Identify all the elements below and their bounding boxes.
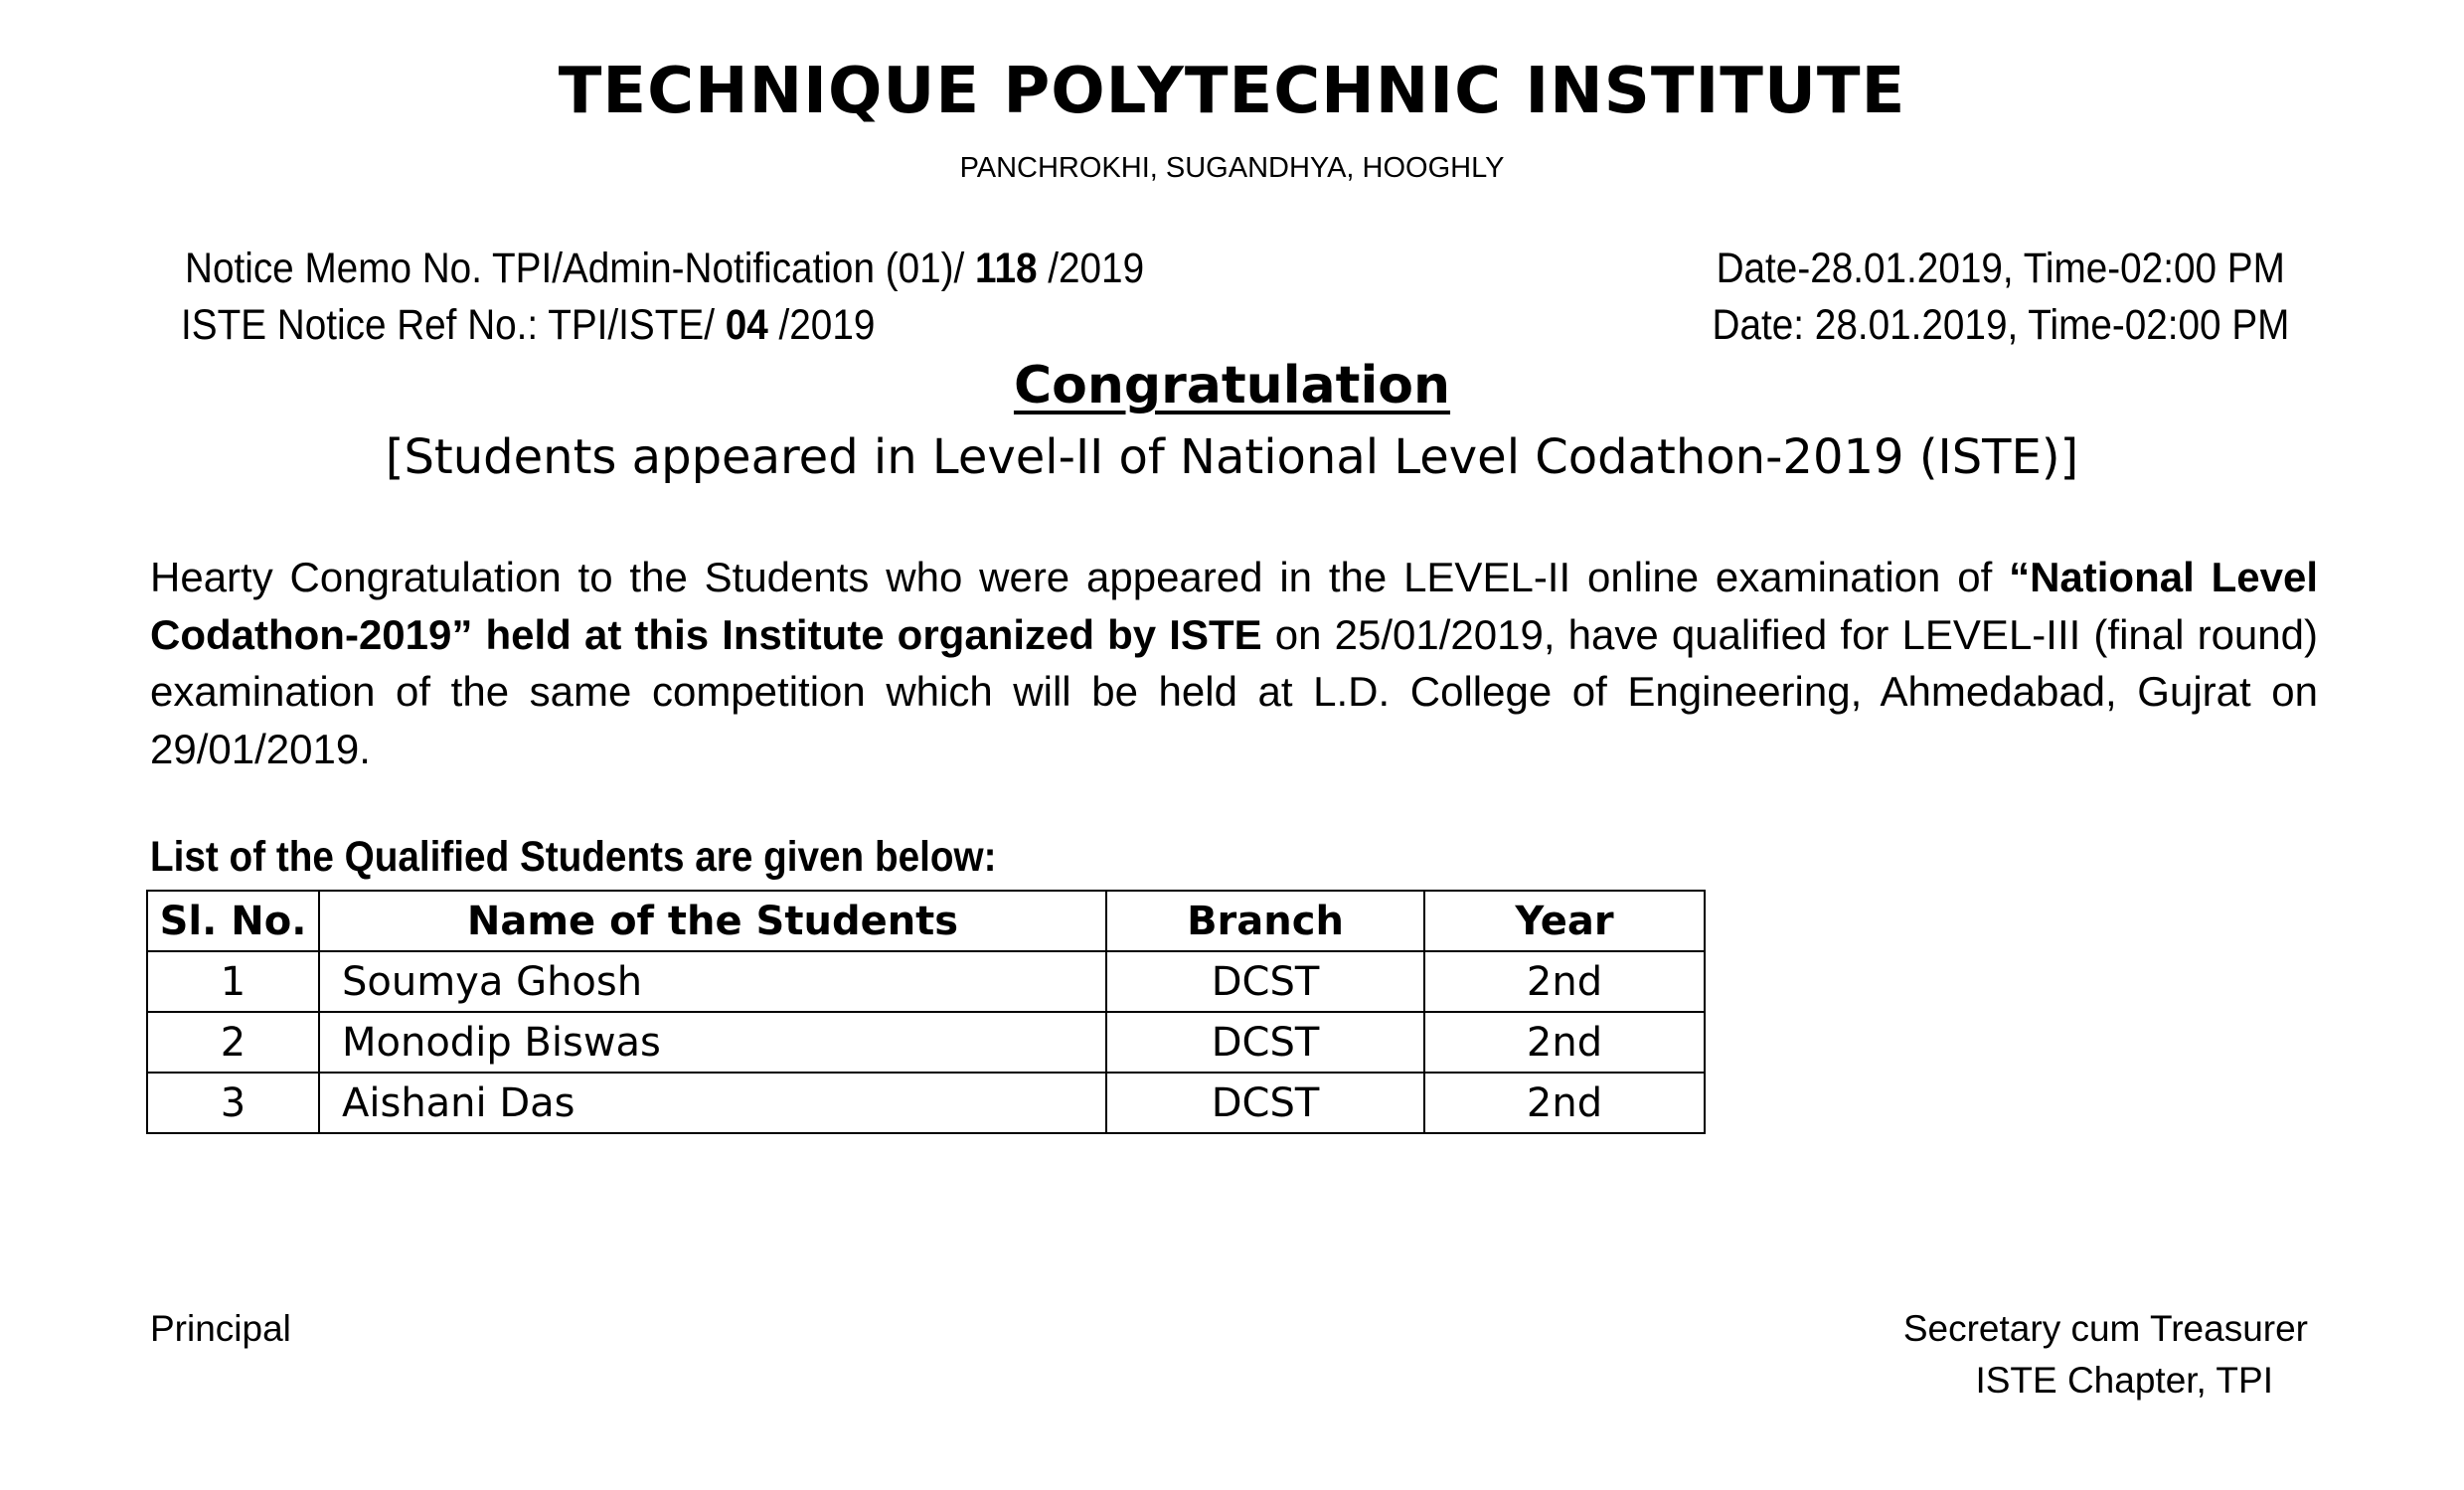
ref-date: Date: 28.01.2019, Time-02:00 PM: [1712, 301, 2289, 349]
header-name: Name of the Students: [319, 891, 1106, 951]
cell-branch: DCST: [1106, 1073, 1424, 1133]
ref-suffix: /2019: [767, 301, 876, 349]
table-row: [147, 1073, 1705, 1133]
cell-name: Aishani Das: [319, 1073, 1106, 1133]
header-year: Year: [1424, 891, 1705, 951]
cell-year: 2nd: [1424, 1012, 1705, 1073]
secretary-signature: Secretary cum Treasurer: [1902, 1308, 2308, 1349]
memo-number: 118: [975, 245, 1038, 292]
cell-year: 2nd: [1424, 1073, 1705, 1133]
table-row: [147, 951, 1705, 1012]
notice-memo-number: [185, 245, 1144, 293]
notice-subtitle: [Students appeared in Level-II of National Level Codathon-2019 (ISTE)]: [385, 429, 2079, 485]
institute-address: PANCHROKHI, SUGANDHYA, HOOGHLY: [959, 152, 1505, 184]
table-header-row: [147, 891, 1705, 951]
iste-notice-ref: [181, 301, 875, 350]
notice-title: [0, 356, 2464, 415]
cell-year: 2nd: [1424, 951, 1705, 1012]
principal-signature: Principal: [150, 1308, 291, 1349]
students-table: [146, 890, 1706, 1134]
list-title: List of the Qualified Students are given below:: [150, 833, 997, 881]
cell-branch: DCST: [1106, 951, 1424, 1012]
iste-chapter-label: ISTE Chapter, TPI: [1975, 1360, 2273, 1401]
ref-prefix: ISTE Notice Ref No.: TPI/ISTE/: [181, 301, 726, 349]
cell-name: Soumya Ghosh: [319, 951, 1106, 1012]
header-sl-no: Sl. No.: [147, 891, 319, 951]
institute-name: TECHNIQUE POLYTECHNIC INSTITUTE: [558, 55, 1906, 128]
notice-title-text: Congratulation: [1013, 356, 1451, 415]
table-row: [147, 1012, 1705, 1073]
ref-number: 04: [725, 301, 768, 349]
cell-branch: DCST: [1106, 1012, 1424, 1073]
cell-sl-no: 2: [147, 1012, 319, 1073]
notice-body: [150, 549, 2318, 777]
cell-sl-no: 3: [147, 1073, 319, 1133]
body-text-1: Hearty Congratulation to the Students who were appeared in the LEVEL-II online examination of: [150, 554, 2010, 600]
cell-sl-no: 1: [147, 951, 319, 1012]
memo-suffix: /2019: [1037, 245, 1145, 292]
body-bold-text: “National Level Codathon-2019” held at this Institute organized by ISTE: [150, 554, 2318, 658]
cell-name: Monodip Biswas: [319, 1012, 1106, 1073]
body-text-2: on 25/01/2019, have qualified for LEVEL-III (final round) examination of the same competition which will be held at L.D. College of Engineering, Ahmedabad, Gujrat on 29/01/2019.: [150, 610, 2318, 772]
notice-date: Date-28.01.2019, Time-02:00 PM: [1716, 245, 2285, 292]
header-branch: Branch: [1106, 891, 1424, 951]
memo-prefix: Notice Memo No. TPI/Admin-Notification (01)/: [185, 245, 976, 292]
